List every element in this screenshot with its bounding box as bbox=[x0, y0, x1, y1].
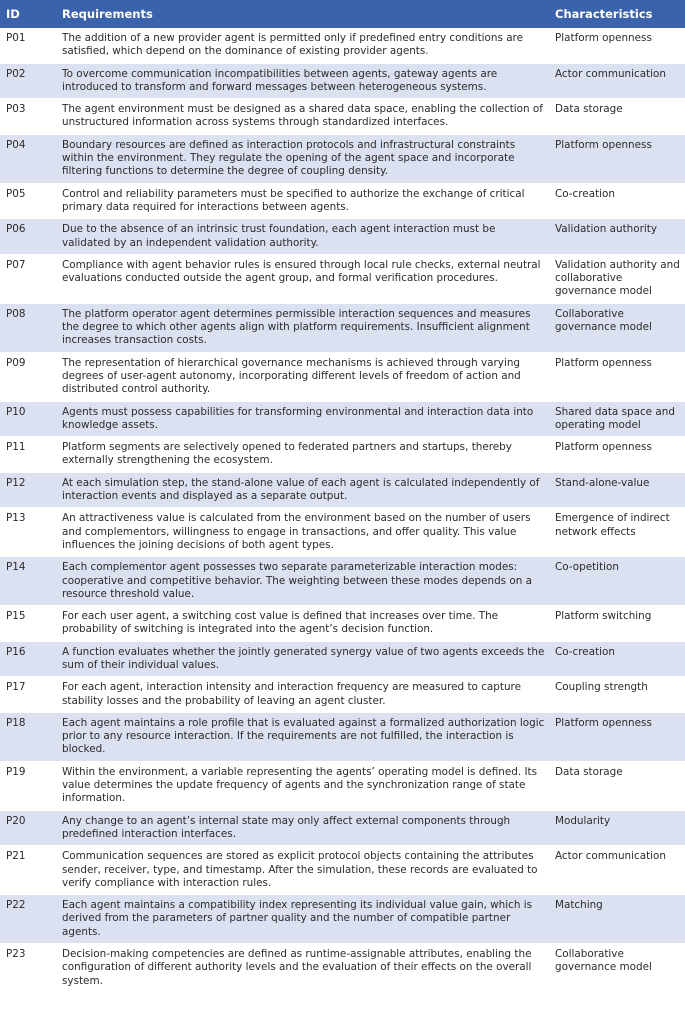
row-requirement: Control and reliability parameters must be specified to authorize the exchange of critical primary data required for interactions between agents. bbox=[56, 183, 549, 219]
table-row bbox=[0, 219, 685, 255]
table-row bbox=[0, 810, 685, 846]
row-requirement: At each simulation step, the stand-alone value of each agent is calculated independently of interaction events and displayed as a separate output. bbox=[56, 472, 549, 508]
table-row bbox=[0, 63, 685, 99]
row-id: P23 bbox=[0, 944, 56, 993]
row-id: P03 bbox=[0, 99, 56, 135]
row-id: P08 bbox=[0, 303, 56, 352]
row-characteristic: Validation authority and collaborative governance model bbox=[549, 254, 685, 303]
table-row bbox=[0, 472, 685, 508]
row-characteristic: Data storage bbox=[549, 761, 685, 810]
row-id: P07 bbox=[0, 254, 56, 303]
table-row bbox=[0, 677, 685, 713]
table-row bbox=[0, 846, 685, 895]
table-row bbox=[0, 352, 685, 401]
table-row bbox=[0, 134, 685, 183]
row-id: P04 bbox=[0, 134, 56, 183]
row-requirement: Within the environment, a variable representing the agents’ operating model is defined. Its value determines the update frequency of agents and the synchronization range of state information. bbox=[56, 761, 549, 810]
row-id: P12 bbox=[0, 472, 56, 508]
row-id: P13 bbox=[0, 508, 56, 557]
row-characteristic: Modularity bbox=[549, 810, 685, 846]
row-characteristic: Platform openness bbox=[549, 28, 685, 63]
table-row bbox=[0, 557, 685, 606]
row-id: P20 bbox=[0, 810, 56, 846]
row-requirement: Communication sequences are stored as explicit protocol objects containing the attributes sender, receiver, type, and timestamp. After the simulation, these records are evaluated to verify compliance with interaction rules. bbox=[56, 846, 549, 895]
row-requirement: Due to the absence of an intrinsic trust foundation, each agent interaction must be validated by an independent validation authority. bbox=[56, 219, 549, 255]
row-characteristic: Emergence of indirect network effects bbox=[549, 508, 685, 557]
row-id: P19 bbox=[0, 761, 56, 810]
row-requirement: Agents must possess capabilities for transforming environmental and interaction data into knowledge assets. bbox=[56, 401, 549, 437]
table-row bbox=[0, 761, 685, 810]
table-row bbox=[0, 641, 685, 677]
row-id: P11 bbox=[0, 437, 56, 473]
row-characteristic: Platform openness bbox=[549, 352, 685, 401]
table-row bbox=[0, 401, 685, 437]
row-requirement: Each agent maintains a compatibility index representing its individual value gain, which is derived from the parameters of partner quality and the number of compatible partner agents. bbox=[56, 895, 549, 944]
row-characteristic: Validation authority bbox=[549, 219, 685, 255]
row-id: P01 bbox=[0, 28, 56, 63]
row-characteristic: Co-creation bbox=[549, 183, 685, 219]
row-id: P14 bbox=[0, 557, 56, 606]
row-characteristic: Stand-alone-value bbox=[549, 472, 685, 508]
row-characteristic: Data storage bbox=[549, 99, 685, 135]
row-characteristic: Collaborative governance model bbox=[549, 944, 685, 993]
row-id: P16 bbox=[0, 641, 56, 677]
row-requirement: Compliance with agent behavior rules is ensured through local rule checks, external neutral evaluations conducted outside the agent group, and formal verification procedures. bbox=[56, 254, 549, 303]
row-requirement: For each agent, interaction intensity and interaction frequency are measured to capture stability losses and the probability of leaving an agent cluster. bbox=[56, 677, 549, 713]
row-id: P09 bbox=[0, 352, 56, 401]
row-characteristic: Co-creation bbox=[549, 641, 685, 677]
table-row bbox=[0, 712, 685, 761]
row-id: P21 bbox=[0, 846, 56, 895]
header-characteristics: Characteristics bbox=[549, 0, 685, 28]
header-requirements: Requirements bbox=[56, 0, 549, 28]
table-row bbox=[0, 99, 685, 135]
row-characteristic: Platform openness bbox=[549, 712, 685, 761]
row-requirement: The representation of hierarchical governance mechanisms is achieved through varying degrees of user-agent autonomy, incorporating different levels of freedom of action and distributed control authority. bbox=[56, 352, 549, 401]
row-requirement: The agent environment must be designed as a shared data space, enabling the collection of unstructured information across systems through standardized interfaces. bbox=[56, 99, 549, 135]
row-characteristic: Platform openness bbox=[549, 437, 685, 473]
row-id: P22 bbox=[0, 895, 56, 944]
row-requirement: Each agent maintains a role profile that is evaluated against a formalized authorization logic prior to any resource interaction. If the requirements are not fulfilled, the interaction is blocked. bbox=[56, 712, 549, 761]
row-requirement: Boundary resources are defined as interaction protocols and infrastructural constraints within the environment. They regulate the opening of the agent space and incorporate filtering functions to determine the degree of coupling density. bbox=[56, 134, 549, 183]
row-id: P06 bbox=[0, 219, 56, 255]
row-id: P18 bbox=[0, 712, 56, 761]
table-body bbox=[0, 28, 685, 992]
table-row bbox=[0, 508, 685, 557]
table-row bbox=[0, 183, 685, 219]
table-row bbox=[0, 28, 685, 63]
row-requirement: The addition of a new provider agent is permitted only if predefined entry conditions are satisfied, which depend on the dominance of existing provider agents. bbox=[56, 28, 549, 63]
row-characteristic: Coupling strength bbox=[549, 677, 685, 713]
row-requirement: Platform segments are selectively opened to federated partners and startups, thereby externally strengthening the ecosystem. bbox=[56, 437, 549, 473]
table-row bbox=[0, 437, 685, 473]
row-characteristic: Actor communication bbox=[549, 63, 685, 99]
row-requirement: A function evaluates whether the jointly generated synergy value of two agents exceeds the sum of their individual values. bbox=[56, 641, 549, 677]
table-row bbox=[0, 895, 685, 944]
row-characteristic: Shared data space and operating model bbox=[549, 401, 685, 437]
row-characteristic: Platform openness bbox=[549, 134, 685, 183]
row-requirement: For each user agent, a switching cost value is defined that increases over time. The probability of switching is integrated into the agent’s decision function. bbox=[56, 606, 549, 642]
row-id: P10 bbox=[0, 401, 56, 437]
row-requirement: Any change to an agent’s internal state may only affect external components through predefined interaction interfaces. bbox=[56, 810, 549, 846]
row-id: P15 bbox=[0, 606, 56, 642]
table-row bbox=[0, 606, 685, 642]
row-requirement: Each complementor agent possesses two separate parameterizable interaction modes: cooperative and competitive behavior. The weighting between these modes depends on a resource threshold value. bbox=[56, 557, 549, 606]
row-id: P05 bbox=[0, 183, 56, 219]
row-characteristic: Platform switching bbox=[549, 606, 685, 642]
row-characteristic: Co-opetition bbox=[549, 557, 685, 606]
row-id: P02 bbox=[0, 63, 56, 99]
row-characteristic: Collaborative governance model bbox=[549, 303, 685, 352]
row-requirement: To overcome communication incompatibilities between agents, gateway agents are introduced to transform and forward messages between heterogeneous systems. bbox=[56, 63, 549, 99]
header-id: ID bbox=[0, 0, 56, 28]
table-row bbox=[0, 944, 685, 993]
row-requirement: The platform operator agent determines permissible interaction sequences and measures the degree to which other agents align with platform requirements. Insufficient alignment increases transaction costs. bbox=[56, 303, 549, 352]
table-header bbox=[0, 0, 685, 28]
row-id: P17 bbox=[0, 677, 56, 713]
row-requirement: An attractiveness value is calculated from the environment based on the number of users and complementors, willingness to engage in transactions, and offer quality. This value influences the joining decisions of both agent types. bbox=[56, 508, 549, 557]
header-row bbox=[0, 0, 685, 28]
row-characteristic: Actor communication bbox=[549, 846, 685, 895]
row-requirement: Decision-making competencies are defined as runtime-assignable attributes, enabling the configuration of different authority levels and the evaluation of their effects on the overall system. bbox=[56, 944, 549, 993]
row-characteristic: Matching bbox=[549, 895, 685, 944]
table-row bbox=[0, 254, 685, 303]
table-row bbox=[0, 303, 685, 352]
